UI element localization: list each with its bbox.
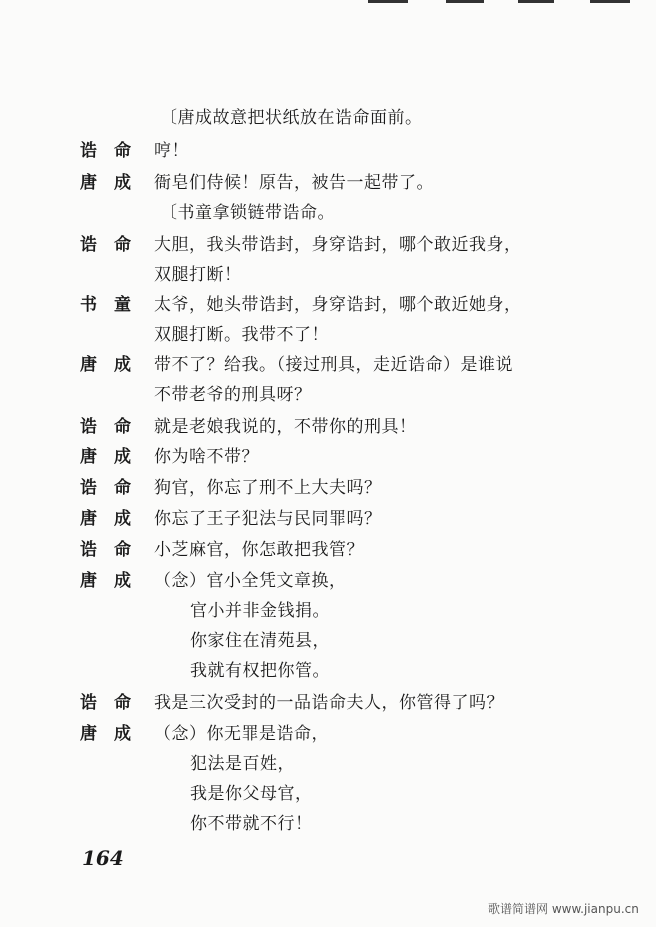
verse-line: 犯法是百姓， bbox=[190, 754, 295, 774]
speaker-label: 唐成 bbox=[80, 355, 148, 375]
site-watermark: 歌谱简谱网 www.jianpu.cn bbox=[488, 902, 639, 916]
dialogue-line: 就是老娘我说的，不带你的刑具！ bbox=[154, 417, 417, 437]
dialogue-line: 你忘了王子犯法与民同罪吗？ bbox=[154, 509, 382, 529]
dialogue-line: 哼！ bbox=[154, 141, 189, 161]
dialogue-line: 带不了？给我。（接过刑具，走近诰命）是谁说 bbox=[154, 355, 513, 375]
speaker-label: 诰命 bbox=[80, 235, 148, 255]
speaker-label: 唐成 bbox=[80, 173, 148, 193]
dialogue-line: 衙皂们侍候！原告，被告一起带了。 bbox=[154, 173, 434, 193]
dialogue-continuation: 双腿打断。我带不了！ bbox=[154, 325, 329, 345]
speaker-label: 诰命 bbox=[80, 693, 148, 713]
dialogue-line: 小芝麻官，你怎敢把我管？ bbox=[154, 540, 364, 560]
speaker-label: 诰命 bbox=[80, 141, 148, 161]
speaker-label: 书童 bbox=[80, 295, 148, 315]
verse-line: 我就有权把你管。 bbox=[190, 661, 330, 681]
dialogue-line: 太爷，她头带诰封，身穿诰封，哪个敢近她身， bbox=[154, 295, 522, 315]
dialogue-continuation: 不带老爷的刑具呀？ bbox=[154, 385, 312, 405]
dialogue-line: 你为啥不带？ bbox=[154, 447, 259, 467]
speaker-label: 唐成 bbox=[80, 509, 148, 529]
speaker-label: 诰命 bbox=[80, 417, 148, 437]
speaker-label: 唐成 bbox=[80, 447, 148, 467]
stage-direction: 〔唐成故意把状纸放在诰命面前。 bbox=[160, 108, 423, 128]
speaker-label: 唐成 bbox=[80, 571, 148, 591]
page-number: 164 bbox=[82, 846, 124, 870]
dialogue-line: 大胆，我头带诰封，身穿诰封，哪个敢近我身， bbox=[154, 235, 522, 255]
dialogue-line: 我是三次受封的一品诰命夫人，你管得了吗？ bbox=[154, 693, 504, 713]
verse-line: 你不带就不行！ bbox=[190, 814, 313, 834]
speaker-label: 诰命 bbox=[80, 478, 148, 498]
speaker-label: 唐成 bbox=[80, 724, 148, 744]
verse-line: 我是你父母官， bbox=[190, 784, 313, 804]
dialogue-line: 狗官，你忘了刑不上大夫吗？ bbox=[154, 478, 382, 498]
verse-line: 官小并非金钱捐。 bbox=[190, 601, 330, 621]
dialogue-line: （念）你无罪是诰命， bbox=[154, 724, 329, 744]
stage-direction: 〔书童拿锁链带诰命。 bbox=[160, 203, 335, 223]
speaker-label: 诰命 bbox=[80, 540, 148, 560]
dialogue-continuation: 双腿打断！ bbox=[154, 265, 242, 285]
top-edge-marks bbox=[360, 0, 656, 6]
dialogue-line: （念）官小全凭文章换， bbox=[154, 571, 347, 591]
verse-line: 你家住在清苑县， bbox=[190, 631, 330, 651]
